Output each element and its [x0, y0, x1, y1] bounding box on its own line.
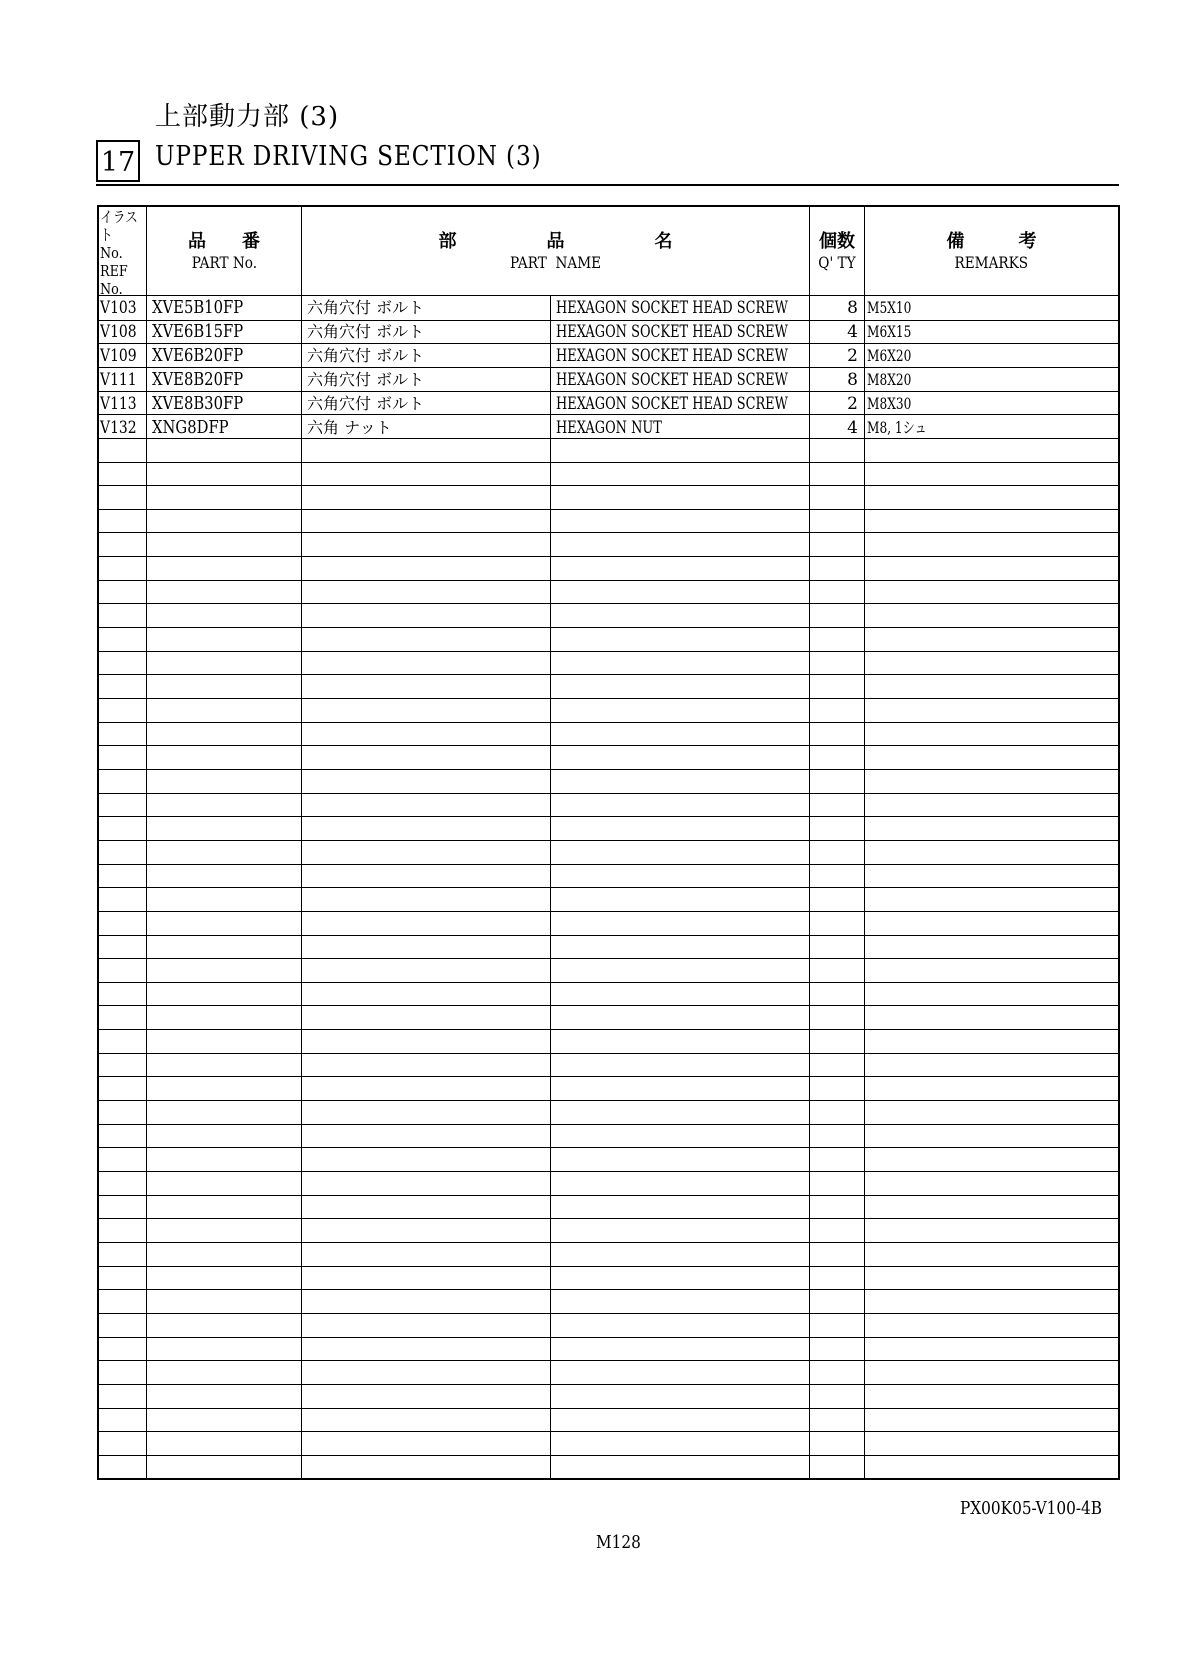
row-divider — [99, 1218, 1118, 1219]
row-divider — [99, 935, 1118, 936]
cell-qty: 2 — [847, 346, 858, 366]
cell-remarks: M8X20 — [867, 370, 912, 389]
cell-name-jp: 六角 ナット — [307, 418, 392, 437]
cell-part-no: XNG8DFP — [152, 417, 229, 438]
row-divider — [99, 793, 1118, 794]
row-divider — [99, 769, 1118, 770]
cell-remarks: M8X30 — [867, 394, 912, 413]
header-ref-line-1: イラスト — [100, 208, 138, 244]
row-divider — [99, 1124, 1118, 1125]
col-divider-partno — [301, 207, 302, 1478]
row-divider — [99, 580, 1118, 581]
col-divider-ref — [146, 207, 147, 1478]
row-divider — [99, 1029, 1118, 1030]
header-part-name-en: PART NAME — [509, 253, 602, 272]
row-divider — [99, 1266, 1118, 1267]
row-divider — [99, 1053, 1118, 1054]
cell-name-en: HEXAGON SOCKET HEAD SCREW — [556, 394, 788, 414]
cell-remarks: M6X20 — [867, 346, 912, 365]
cell-part-no: XVE8B20FP — [152, 369, 244, 390]
row-divider — [99, 1242, 1118, 1243]
cell-name-jp: 六角穴付 ボルト — [307, 346, 425, 365]
header-part-no-en: PART No. — [191, 253, 257, 272]
row-divider — [99, 745, 1118, 746]
cell-part-no: XVE6B20FP — [152, 345, 244, 366]
row-divider — [99, 1360, 1118, 1361]
row-divider — [99, 1431, 1118, 1432]
row-divider — [99, 651, 1118, 652]
row-divider — [99, 958, 1118, 959]
row-divider — [99, 864, 1118, 865]
page-number: M128 — [596, 1532, 641, 1553]
cell-qty: 8 — [847, 298, 858, 318]
cell-qty: 4 — [847, 322, 858, 342]
row-divider — [99, 1076, 1118, 1077]
cell-name-en: HEXAGON SOCKET HEAD SCREW — [556, 322, 788, 342]
header-remarks-jp: 備 考 — [946, 231, 1037, 252]
row-divider — [99, 1337, 1118, 1338]
header-ref-line-4: No. — [100, 280, 123, 298]
row-divider — [99, 509, 1118, 510]
header-qty-jp: 個数 — [819, 231, 855, 252]
cell-qty: 2 — [847, 394, 858, 414]
row-divider — [99, 1195, 1118, 1196]
row-divider — [99, 816, 1118, 817]
row-divider — [99, 1289, 1118, 1290]
cell-ref: V108 — [100, 322, 137, 342]
row-divider — [99, 1005, 1118, 1006]
row-divider — [99, 887, 1118, 888]
row-divider — [99, 840, 1118, 841]
cell-name-en: HEXAGON NUT — [556, 418, 662, 438]
cell-name-en: HEXAGON SOCKET HEAD SCREW — [556, 298, 788, 318]
row-divider — [99, 698, 1118, 699]
cell-ref: V113 — [100, 394, 137, 414]
header-remarks-en: REMARKS — [954, 253, 1029, 272]
cell-part-no: XVE6B15FP — [152, 321, 244, 342]
cell-name-jp: 六角穴付 ボルト — [307, 298, 425, 317]
row-divider — [99, 1455, 1118, 1456]
cell-name-jp: 六角穴付 ボルト — [307, 322, 425, 341]
header-part-name-jp: 部 品 名 — [438, 231, 673, 252]
cell-name-jp: 六角穴付 ボルト — [307, 370, 425, 389]
row-divider — [99, 722, 1118, 723]
header-ref-line-2: No. — [100, 244, 123, 262]
row-divider — [99, 911, 1118, 912]
section-title-en: UPPER DRIVING SECTION (3) — [155, 141, 542, 172]
document-code: PX00K05-V100-4B — [960, 1498, 1103, 1519]
cell-name-jp: 六角穴付 ボルト — [307, 394, 425, 413]
row-divider — [99, 485, 1118, 486]
cell-ref: V109 — [100, 346, 137, 366]
cell-name-en: HEXAGON SOCKET HEAD SCREW — [556, 346, 788, 366]
cell-qty: 8 — [847, 370, 858, 390]
row-divider — [99, 532, 1118, 533]
row-divider — [99, 1384, 1118, 1385]
cell-name-en: HEXAGON SOCKET HEAD SCREW — [556, 370, 788, 390]
header-ref — [100, 208, 139, 298]
header-part-no-jp: 品 番 — [188, 231, 260, 252]
row-divider — [99, 627, 1118, 628]
row-divider — [99, 462, 1118, 463]
cell-part-no: XVE8B30FP — [152, 393, 244, 414]
cell-part-no: XVE5B10FP — [152, 297, 244, 318]
cell-ref: V103 — [100, 298, 137, 318]
cell-ref: V132 — [100, 418, 137, 438]
row-divider — [99, 1313, 1118, 1314]
row-divider — [99, 1147, 1118, 1148]
section-title-jp: 上部動力部 (3) — [155, 102, 340, 132]
row-divider — [99, 1171, 1118, 1172]
row-divider — [99, 556, 1118, 557]
title-rule — [96, 184, 1119, 186]
row-divider — [99, 1408, 1118, 1409]
cell-remarks: M6X15 — [867, 322, 912, 341]
row-divider — [99, 674, 1118, 675]
row-divider — [99, 1100, 1118, 1101]
row-divider — [99, 603, 1118, 604]
section-number: 17 — [96, 140, 140, 182]
cell-ref: V111 — [100, 370, 137, 390]
col-divider-remarks — [864, 207, 865, 1478]
header-qty-en: Q' TY — [818, 253, 856, 272]
header-ref-line-3: REF — [100, 262, 128, 280]
cell-remarks: M5X10 — [867, 298, 912, 317]
cell-qty: 4 — [847, 418, 858, 438]
row-divider — [99, 982, 1118, 983]
cell-remarks: M8, 1シュ — [867, 418, 927, 437]
